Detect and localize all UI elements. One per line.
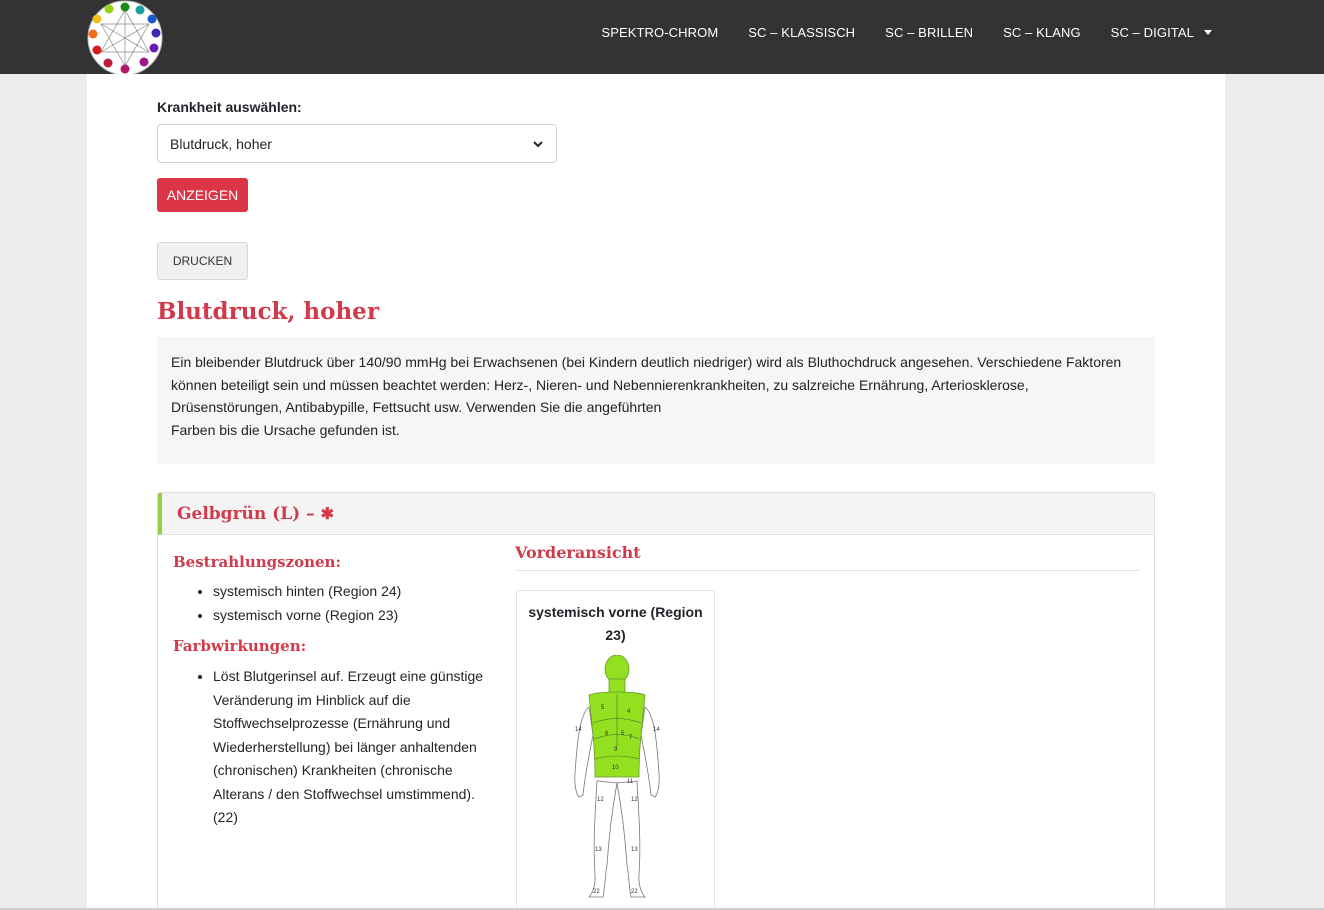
front-view-heading: Vorderansicht xyxy=(515,543,1140,571)
description-paragraph: Ein bleibender Blutdruck über 140/90 mmHg bei Erwachsenen (bei Kindern deutlich niedriger) wird als Bluthochdruck angesehen. Verschiedene Faktoren können beteiligt sein und müssen beachtet werden: Herz-, Nieren- und Nebennierenkrankheiten, zu salzreiche Ernährung, Arteriosklerose, Drüsenstörungen, Antibabypille, Fettsucht usw. Verwenden Sie die angeführten xyxy=(171,354,1122,415)
description-paragraph-end: Farben bis die Ursache gefunden ist. xyxy=(171,421,400,438)
main-content xyxy=(87,74,1225,910)
color-details xyxy=(173,553,493,830)
svg-text:12: 12 xyxy=(597,797,604,803)
top-navbar xyxy=(0,0,1324,74)
print-button[interactable]: DRUCKEN xyxy=(157,242,248,280)
nav-sc-digital[interactable]: SC – DIGITAL xyxy=(1111,25,1212,40)
color-card-header[interactable] xyxy=(158,493,1154,535)
svg-text:5: 5 xyxy=(601,705,605,711)
list-item: • systemisch hinten (Region 24) xyxy=(213,580,493,604)
svg-text:10: 10 xyxy=(612,765,619,771)
color-card xyxy=(157,492,1155,910)
svg-text:6: 6 xyxy=(605,731,609,737)
dropdown-caret-icon xyxy=(1204,30,1212,35)
zone-card-title: systemisch vorne (Region 23) xyxy=(528,604,703,643)
svg-text:13: 13 xyxy=(631,847,638,853)
show-button[interactable]: ANZEIGEN xyxy=(157,178,248,212)
svg-text:14: 14 xyxy=(575,727,582,733)
chevron-down-icon xyxy=(532,139,544,149)
page-title: Blutdruck, hoher xyxy=(157,298,379,325)
svg-text:7: 7 xyxy=(629,735,633,741)
svg-text:22: 22 xyxy=(593,889,600,895)
svg-text:14: 14 xyxy=(653,727,660,733)
zone-card xyxy=(516,590,715,910)
effects-list xyxy=(213,665,493,830)
effects-heading: Farbwirkungen: xyxy=(173,637,307,655)
disease-select[interactable] xyxy=(157,124,557,163)
svg-text:13: 13 xyxy=(595,847,602,853)
spektro-chrom-logo[interactable] xyxy=(86,0,164,76)
nav-sc-klang[interactable]: SC – KLANG xyxy=(1003,24,1081,40)
disease-select-label: Krankheit auswählen: xyxy=(157,99,302,115)
nav-spektro-chrom[interactable]: SPEKTRO-CHROM xyxy=(601,24,719,40)
svg-text:5: 5 xyxy=(621,731,625,737)
disease-description xyxy=(157,337,1155,464)
list-item: • systemisch vorne (Region 23) xyxy=(213,604,493,628)
svg-text:11: 11 xyxy=(627,779,634,785)
list-item: • Löst Blutgerinsel auf. Erzeugt eine günstige Veränderung im Hinblick auf die Stoffwechselprozesse (Ernährung und Wiederherstellung) bei länger anhaltenden (chronischen) Krankheiten (chronische Alterans / den Stoffwechsel umstimmend). (22) xyxy=(213,665,493,830)
star-icon: ✱ xyxy=(320,504,335,523)
svg-text:4: 4 xyxy=(627,709,631,715)
zones-heading: Bestrahlungszonen: xyxy=(173,553,341,571)
svg-text:12: 12 xyxy=(631,797,638,803)
nav-sc-klassisch[interactable]: SC – KLASSISCH xyxy=(748,24,856,40)
nav-sc-brillen[interactable]: SC – BRILLEN xyxy=(885,24,974,40)
main-nav xyxy=(571,0,1212,64)
svg-text:9: 9 xyxy=(614,747,618,753)
zones-list xyxy=(213,580,493,627)
body-front-figure-image xyxy=(569,655,665,903)
front-view-section xyxy=(515,543,1140,895)
color-card-title: Gelbgrün (L) – xyxy=(177,503,315,524)
svg-text:22: 22 xyxy=(631,889,638,895)
disease-select-value: Blutdruck, hoher xyxy=(170,135,272,152)
